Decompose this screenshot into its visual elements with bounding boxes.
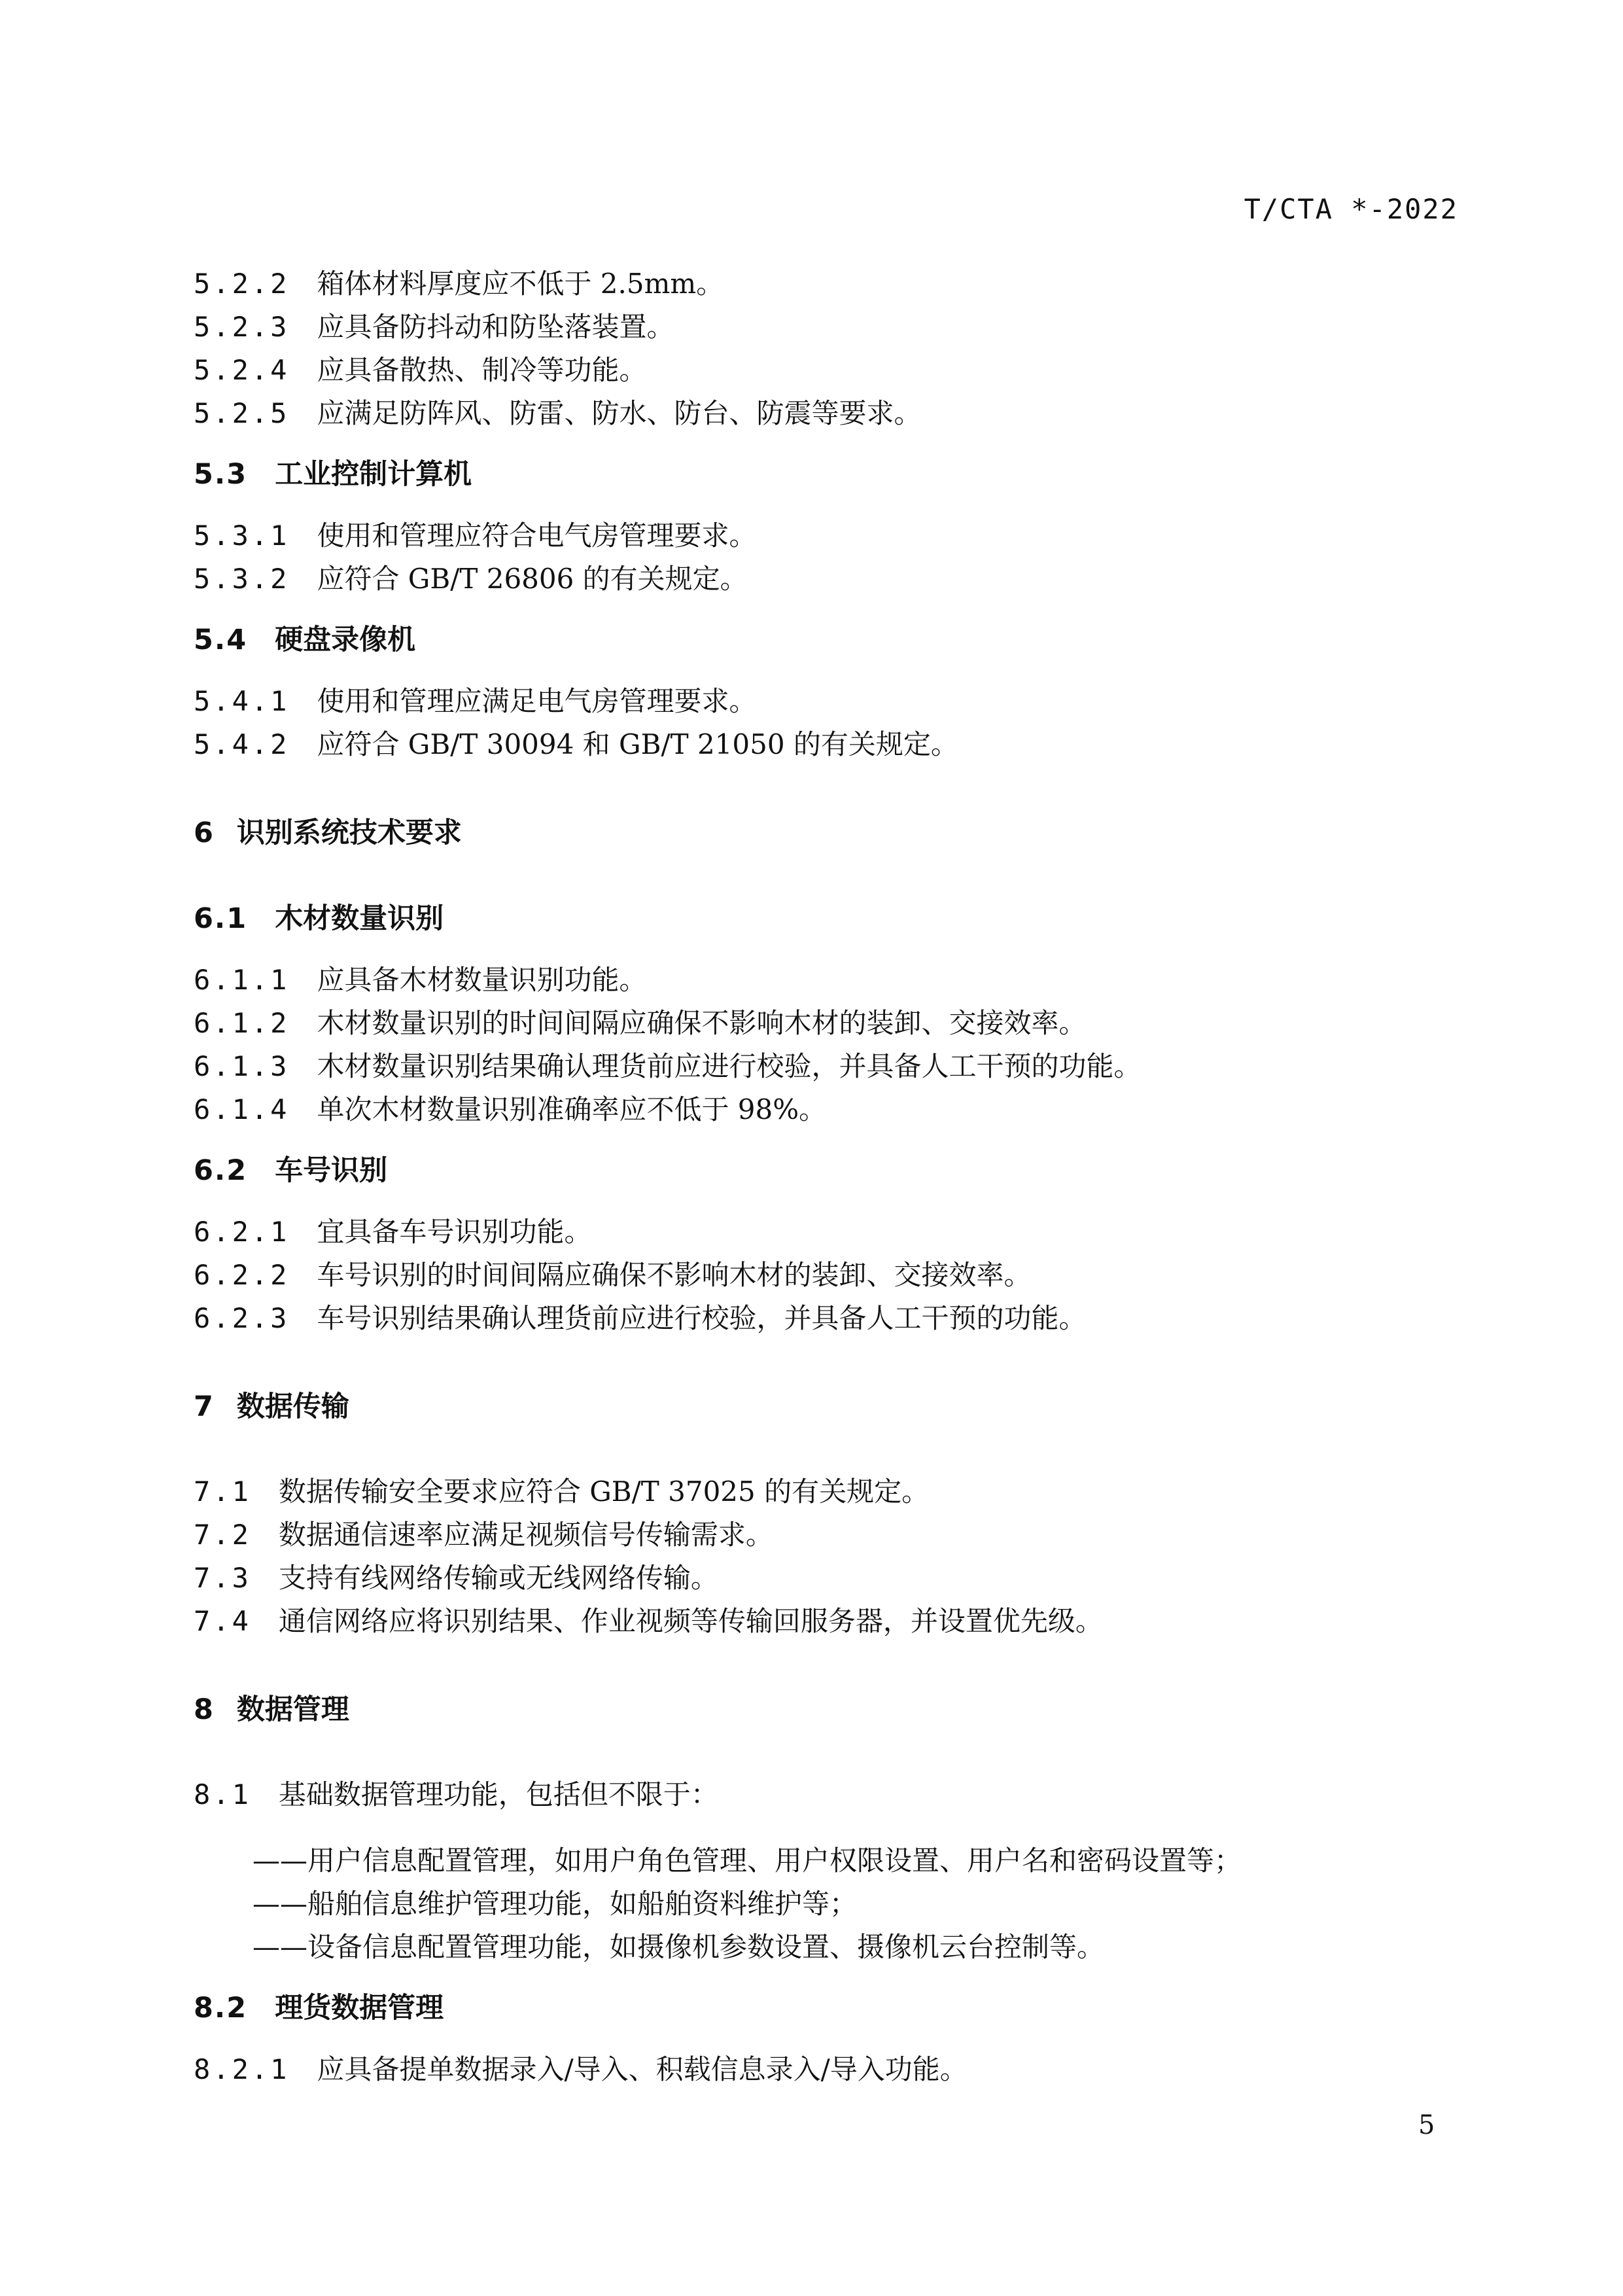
heading-6: 6 识别系统技术要求 [194, 817, 462, 849]
clause-6-1-2: 6.1.2 木材数量识别的时间间隔应确保不影响木材的装卸、交接效率。 [194, 1007, 1087, 1039]
clause-7-1: 7.1 数据传输安全要求应符合 GB/T 37025 的有关规定。 [194, 1475, 930, 1508]
clause-5-3-1: 5.3.1 使用和管理应符合电气房管理要求。 [194, 520, 757, 552]
clause-5-2-4: 5.2.4 应具备散热、制冷等功能。 [194, 354, 647, 386]
clause-6-1-4: 6.1.4 单次木材数量识别准确率应不低于 98%。 [194, 1093, 827, 1125]
heading-8: 8 数据管理 [194, 1693, 349, 1726]
document-code: T/CTA *-2022 [1244, 193, 1458, 225]
clause-8-2-1: 8.2.1 应具备提单数据录入/导入、积载信息录入/导入功能。 [194, 2053, 968, 2085]
heading-6-1: 6.1 木材数量识别 [194, 902, 444, 935]
clause-6-2-2: 6.2.2 车号识别的时间间隔应确保不影响木材的装卸、交接效率。 [194, 1259, 1032, 1291]
heading-6-2: 6.2 车号识别 [194, 1154, 388, 1187]
list-item: ——船舶信息维护管理功能，如船舶资料维护等； [253, 1888, 858, 1920]
heading-5-3: 5.3 工业控制计算机 [194, 458, 472, 491]
clause-6-2-1: 6.2.1 宜具备车号识别功能。 [194, 1216, 592, 1248]
clause-7-3: 7.3 支持有线网络传输或无线网络传输。 [194, 1562, 718, 1594]
clause-5-4-2: 5.4.2 应符合 GB/T 30094 和 GB/T 21050 的有关规定。 [194, 728, 958, 760]
clause-5-2-5: 5.2.5 应满足防阵风、防雷、防水、防台、防震等要求。 [194, 397, 922, 429]
list-item: ——用户信息配置管理，如用户角色管理、用户权限设置、用户名和密码设置等； [253, 1845, 1242, 1877]
list-item: ——设备信息配置管理功能，如摄像机参数设置、摄像机云台控制等。 [253, 1931, 1105, 1963]
clause-6-1-1: 6.1.1 应具备木材数量识别功能。 [194, 964, 647, 996]
clause-7-4: 7.4 通信网络应将识别结果、作业视频等传输回服务器，并设置优先级。 [194, 1605, 1103, 1637]
clause-5-3-2: 5.3.2 应符合 GB/T 26806 的有关规定。 [194, 563, 748, 595]
clause-8-1: 8.1 基础数据管理功能，包括但不限于： [194, 1778, 718, 1810]
clause-5-2-3: 5.2.3 应具备防抖动和防坠落装置。 [194, 311, 674, 343]
page-number: 5 [1418, 2110, 1435, 2140]
clause-6-2-3: 6.2.3 车号识别结果确认理货前应进行校验，并具备人工干预的功能。 [194, 1302, 1087, 1334]
clause-5-4-1: 5.4.1 使用和管理应满足电气房管理要求。 [194, 685, 757, 717]
clause-6-1-3: 6.1.3 木材数量识别结果确认理货前应进行校验，并具备人工干预的功能。 [194, 1050, 1142, 1082]
heading-7: 7 数据传输 [194, 1390, 349, 1423]
heading-8-2: 8.2 理货数据管理 [194, 1992, 444, 2024]
clause-7-2: 7.2 数据通信速率应满足视频信号传输需求。 [194, 1519, 773, 1551]
clause-5-2-2: 5.2.2 箱体材料厚度应不低于 2.5mm。 [194, 268, 724, 300]
heading-5-4: 5.4 硬盘录像机 [194, 624, 416, 656]
